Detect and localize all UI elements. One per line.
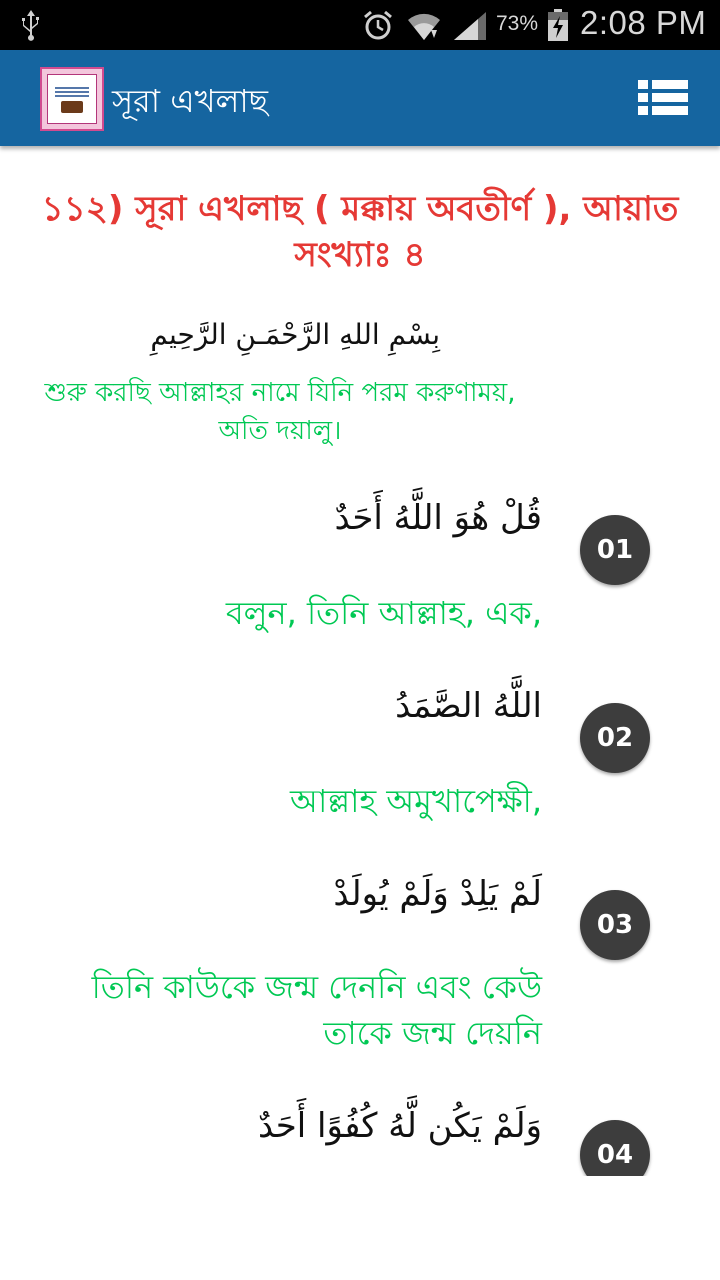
surah-heading: ১১২) সূরা এখলাছ ( মক্কায় অবতীর্ণ ), আয়াত সংখ্যাঃ ৪ bbox=[41, 189, 679, 275]
ayah-number-badge: 04 bbox=[580, 1120, 650, 1176]
logo-line bbox=[55, 87, 89, 89]
wifi-icon bbox=[406, 8, 442, 42]
signal-icon bbox=[450, 10, 490, 42]
ayah-arabic: لَمْ يَلِدْ وَلَمْ يُولَدْ bbox=[333, 874, 542, 914]
battery-charging-icon bbox=[546, 8, 570, 42]
ayah-number-badge: 01 bbox=[580, 515, 650, 585]
app-logo-icon[interactable] bbox=[40, 67, 104, 131]
alarm-icon bbox=[362, 9, 394, 41]
ayah-arabic: وَلَمْ يَكُن لَّهُ كُفُوًا أَحَدٌ bbox=[257, 1106, 542, 1146]
usb-icon bbox=[16, 8, 46, 42]
status-clock: 2:08 PM bbox=[580, 4, 707, 41]
logo-line bbox=[55, 95, 89, 97]
app-bar bbox=[0, 50, 720, 146]
ayah-translation: তিনি কাউকে জন্ম দেননি এবং কেউ তাকে জন্ম দেয়নি bbox=[91, 968, 542, 1052]
logo-line bbox=[55, 91, 89, 93]
status-bar bbox=[0, 0, 720, 50]
ayah-arabic: اللَّهُ الصَّمَدُ bbox=[395, 686, 542, 726]
bismillah-translation: শুরু করছি আল্লাহর নামে যিনি পরম করুণাময়, অতি দয়ালু। bbox=[44, 378, 516, 446]
ayah-number-badge: 02 bbox=[580, 703, 650, 773]
ayah-arabic: قُلْ هُوَ اللَّهُ أَحَدٌ bbox=[334, 498, 542, 538]
app-title: সূরা এখলাছ bbox=[112, 82, 269, 120]
ayah-number-badge: 03 bbox=[580, 890, 650, 960]
ayah-translation: আল্লাহ অমুখাপেক্ষী, bbox=[290, 782, 542, 820]
app-logo-inner bbox=[47, 74, 97, 124]
surah-content[interactable] bbox=[0, 146, 720, 1176]
battery-percent: 73% bbox=[496, 12, 539, 35]
list-menu-icon[interactable] bbox=[636, 78, 690, 118]
bismillah-arabic: بِسْمِ اللهِ الرَّحْمَـنِ الرَّحِيمِ bbox=[150, 318, 440, 351]
logo-book-icon bbox=[61, 101, 83, 113]
ayah-translation: বলুন, তিনি আল্লাহ, এক, bbox=[225, 594, 542, 632]
